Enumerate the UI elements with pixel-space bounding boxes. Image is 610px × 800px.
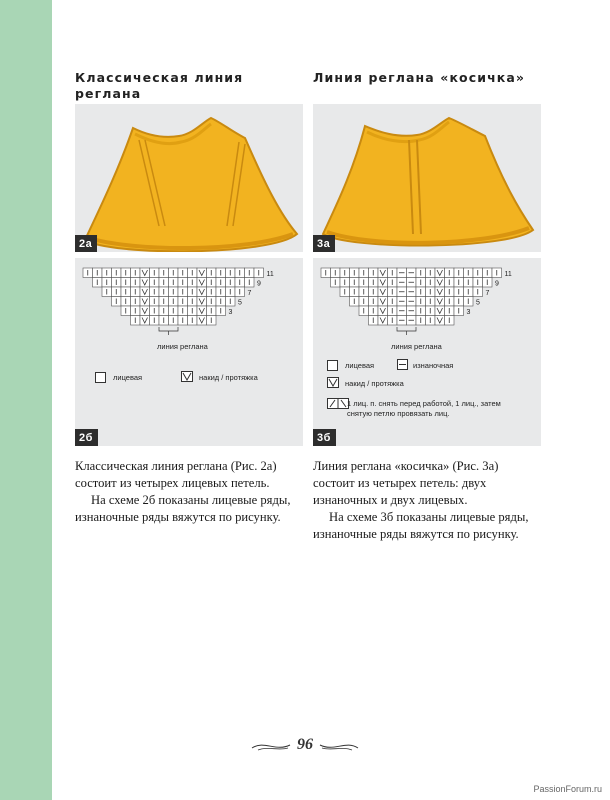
figure-tag: 2а xyxy=(75,235,97,252)
legend-yo-label: накид / протяжка xyxy=(345,379,404,388)
figure-tag: 3а xyxy=(313,235,335,252)
raglan-bracket xyxy=(159,327,178,335)
purl-symbol xyxy=(397,359,409,371)
page-footer xyxy=(250,736,360,756)
watermark: PassionForum.ru xyxy=(533,784,602,794)
row-number: 9 xyxy=(495,280,499,288)
row-number: 11 xyxy=(266,271,274,278)
paragraph: Линия реглана «косичка» (Рис. 3а) состоит из четырех петель: двух изнаночных и двух лицевых. xyxy=(313,459,499,507)
page-number: 96 xyxy=(297,736,313,753)
knitting-chart xyxy=(313,258,541,368)
yo-symbol xyxy=(327,377,341,389)
figure-tag: 3б xyxy=(313,429,336,446)
ornament-icon xyxy=(250,736,360,756)
section-title: Линия реглана «косичка» xyxy=(313,70,526,85)
raglan-bracket xyxy=(397,327,416,335)
chart-classic-raglan xyxy=(75,258,303,446)
chart-braid-raglan xyxy=(313,258,541,446)
legend-purl-label: изнаночная xyxy=(413,361,454,370)
row-number: 7 xyxy=(247,290,252,297)
legend-cross-label: 1 лиц. п. снять перед работой, 1 лиц., затем снятую петлю провязать лиц. xyxy=(347,399,501,418)
photo-classic-raglan xyxy=(75,104,303,252)
figure-tag: 2б xyxy=(75,429,98,446)
body-text xyxy=(313,458,543,543)
legend-knit-label: лицевая xyxy=(345,361,375,370)
paragraph: Классическая линия реглана (Рис. 2а) состоит из четырех лицевых петель. xyxy=(75,459,277,490)
row-number: 7 xyxy=(485,290,490,297)
knitted-piece-illustration xyxy=(313,104,541,252)
legend-yo-label: накид / протяжка xyxy=(199,373,258,382)
chart-caption: линия реглана xyxy=(391,342,442,351)
knitting-chart xyxy=(75,258,303,368)
row-number: 3 xyxy=(228,309,233,316)
row-number: 5 xyxy=(476,299,480,307)
row-number: 3 xyxy=(466,309,471,316)
yo-symbol xyxy=(181,371,195,383)
body-text xyxy=(75,458,305,526)
row-number: 11 xyxy=(504,271,512,278)
knit-symbol xyxy=(95,372,106,383)
paragraph: На схеме 2б показаны лицевые ряды, изнаночные ряды вяжутся по рисунку. xyxy=(75,493,291,524)
section-braid-raglan xyxy=(313,70,541,543)
legend-knit-label: лицевая xyxy=(113,373,143,382)
row-number: 5 xyxy=(238,299,242,307)
knit-symbol xyxy=(327,360,338,371)
chart-caption: линия реглана xyxy=(157,342,208,351)
row-number: 9 xyxy=(257,280,261,288)
photo-braid-raglan xyxy=(313,104,541,252)
section-title: Классическая линия реглана xyxy=(75,70,244,101)
knitted-piece-illustration xyxy=(75,104,303,252)
section-classic-raglan xyxy=(75,70,303,526)
paragraph: На схеме 3б показаны лицевые ряды, изнаночные ряды вяжутся по рисунку. xyxy=(313,510,529,541)
side-color-band xyxy=(0,0,52,800)
